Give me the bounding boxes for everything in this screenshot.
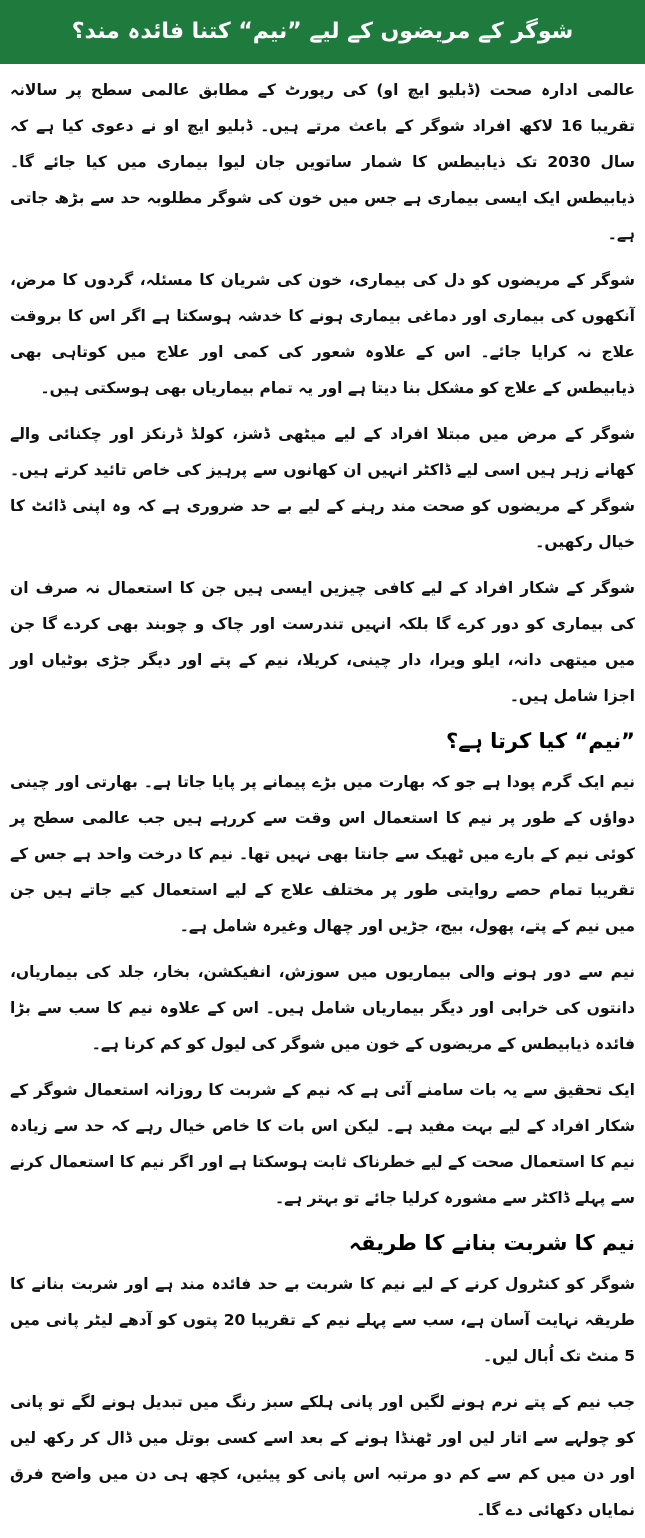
article-body <box>10 72 635 1538</box>
paragraph: نیم سے دور ہونے والی بیماریوں میں سوزش، انفیکشن، بخار، جلد کی بیماریاں، دانتوں کی خرابی اور دیگر بیماریاں شامل ہیں۔ اس کے علاوہ نیم کا سب سے بڑا فائدہ ذیابیطس کے مریضوں کے خون میں شوگر کی لیول کو کم کرنا ہے۔ <box>10 963 635 1053</box>
title-bar <box>0 0 645 64</box>
paragraph: شوگر کے مریضوں کو دل کی بیماری، خون کی شریان کا مسئلہ، گردوں کا مرض، آنکھوں کی بیماری اور دماغی بیماری ہونے کا خدشہ ہوسکتا ہے اگر اس کا بروقت علاج نہ کرایا جائے۔ اس کے علاوہ شعور کی کمی اور علاج میں کوتاہی بھی ذیابیطس کے علاج کو مشکل بنا دیتا ہے اور یہ تمام بیماریاں بھی ہوسکتی ہیں۔ <box>10 271 635 397</box>
paragraph: عالمی ادارہ صحت (ڈبلیو ایچ او) کی رپورٹ کے مطابق عالمی سطح پر سالانہ تقریبا 16 لاکھ افراد شوگر کے باعث مرتے ہیں۔ ڈبلیو ایچ او نے دعوی کیا ہے کہ سال 2030 تک ذیابیطس کا شمار ساتویں جان لیوا بیماری میں کیا جائے گا۔ ذیابیطس ایک ایسی بیماری ہے جس میں خون کی شوگر مطلوبہ حد سے بڑھ جاتی ہے۔ <box>10 81 636 243</box>
intro-section <box>10 72 635 714</box>
paragraph: شوگر کے شکار افراد کے لیے کافی چیزیں ایسی ہیں جن کا استعمال نہ صرف ان کی بیماری کو دور کرے گا بلکہ انہیں تندرست اور چاک و چوبند بھی کردے گا جن میں میتھی دانہ، ایلو ویرا، دار چینی، کریلا، نیم کے پتے اور دیگر جڑی بوٹیاں اور اجزا شامل ہیں۔ <box>10 579 635 705</box>
paragraph: نیم ایک گرم پودا ہے جو کہ بھارت میں بڑے پیمانے پر پایا جاتا ہے۔ بھارتی اور چینی دواؤں کے طور پر نیم کا استعمال اس وقت سے کررہے ہیں جب عالمی سطح پر کوئی نیم کے بارے میں ٹھیک سے جانتا بھی نہیں تھا۔ نیم کا درخت واحد ہے جس کے تقریبا تمام حصے روایتی طور پر مختلف علاج کے لیے استعمال کیے جاتے ہیں جن میں نیم کے پتے، پھول، بیج، جڑیں اور چھال وغیرہ شامل ہے۔ <box>10 773 635 935</box>
paragraph: شوگر کے مرض میں مبتلا افراد کے لیے میٹھی ڈشز، کولڈ ڈرنکز اور چکنائی والے کھانے زہر ہیں اسی لیے ڈاکٹر انہیں ان کھانوں سے پرہیز کی خاص تائید کرتے ہیں۔ شوگر کے مریضوں کو صحت مند رہنے کے لیے بے حد ضروری ہے کہ وہ اپنی ڈائٹ کا خیال رکھیں۔ <box>10 425 635 551</box>
paragraph: ایک تحقیق سے یہ بات سامنے آئی ہے کہ نیم کے شربت کا روزانہ استعمال شوگر کے شکار افراد کے لیے بہت مفید ہے۔ لیکن اس بات کا خاص خیال رہے کہ حد سے زیادہ نیم کا استعمال صحت کے لیے خطرناک ثابت ہوسکتا ہے اور اگر نیم کا استعمال کرنے سے پہلے ڈاکٹر سے مشورہ کرلیا جائے تو بہتر ہے۔ <box>10 1081 635 1207</box>
section-heading: نیم کا شربت بنانے کا طریقہ <box>348 1231 635 1255</box>
neem-syrup-recipe-section <box>10 1226 635 1528</box>
page-title: شوگر کے مریضوں کے لیے ”نیم“ کتنا فائدہ مند؟ <box>71 19 574 44</box>
what-neem-does-section <box>10 724 635 1216</box>
paragraph: جب نیم کے پتے نرم ہونے لگیں اور پانی ہلکے سبز رنگ میں تبدیل ہونے لگے تو پانی کو چولہے سے اتار لیں اور ٹھنڈا ہونے کے بعد اسے کسی بوتل میں ڈال کر رکھ لیں اور دن میں کم سے کم دو مرتبہ اس پانی کو پیئیں، کچھ ہی دن میں واضح فرق نمایاں دکھائی دے گا۔ <box>10 1393 635 1519</box>
paragraph: شوگر کو کنٹرول کرنے کے لیے نیم کا شربت بے حد فائدہ مند ہے اور شربت بنانے کا طریقہ نہایت آسان ہے، سب سے پہلے نیم کے تقریبا 20 پتوں کو آدھے لیٹر پانی میں 5 منٹ تک اُبال لیں۔ <box>10 1275 635 1365</box>
section-heading: ”نیم“ کیا کرتا ہے؟ <box>446 729 635 753</box>
